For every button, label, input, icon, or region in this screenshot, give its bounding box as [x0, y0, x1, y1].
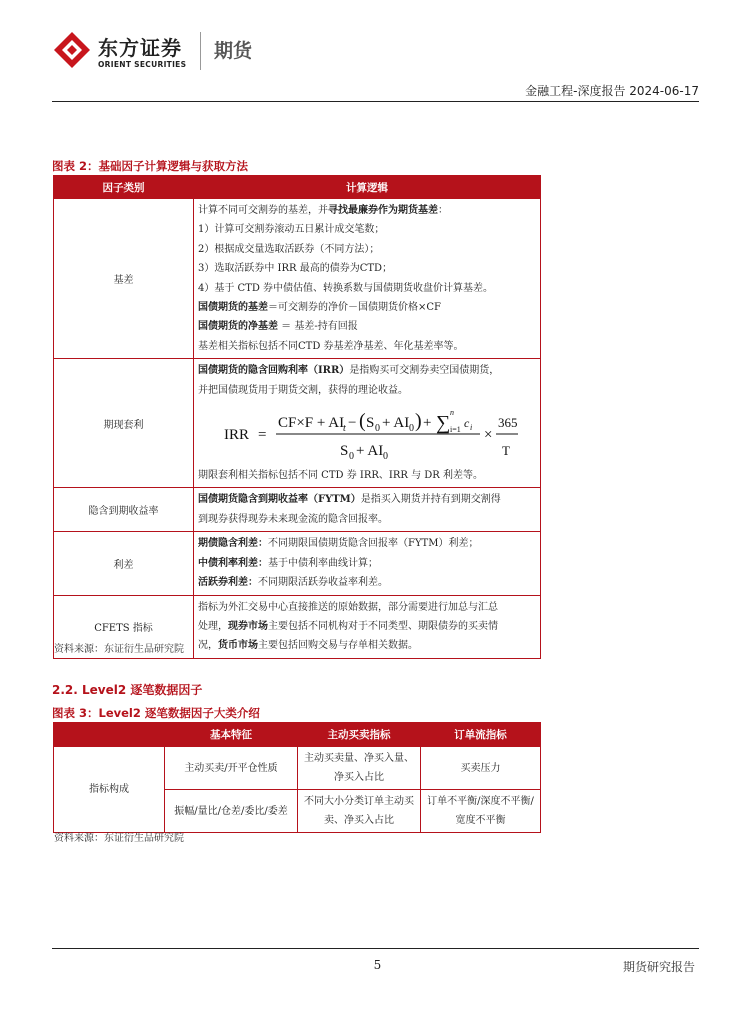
svg-text:i: i [470, 423, 473, 433]
category-cell: CFETS 指标 [54, 595, 194, 658]
category-cell: 隐含到期收益率 [54, 488, 194, 532]
svg-text:S: S [366, 415, 375, 432]
text-line: 4）基于 CTD 券中债估值、转换系数与国债期货收盘价计算基差。 [198, 282, 494, 294]
text-line: 活跃券利差：不同期限活跃券收益率利差。 [198, 577, 388, 589]
logic-cell [194, 199, 541, 359]
table-cell: 振幅/量比/仓差/委比/委差 [165, 790, 298, 833]
svg-text:i=1: i=1 [450, 425, 461, 435]
svg-text:CF×F + AI: CF×F + AI [278, 415, 345, 432]
footer-label: 期货研究报告 [622, 960, 695, 974]
logic-cell [194, 532, 541, 595]
logic-cell [194, 488, 541, 532]
column-header: 因子类别 [54, 176, 194, 199]
svg-text:n: n [450, 408, 454, 418]
row-label-cell: 指标构成 [54, 747, 165, 833]
svg-text:=: = [258, 427, 267, 444]
text-line: 到现券获得现券未来现金流的隐含回报率。 [198, 513, 388, 525]
category-cell: 利差 [54, 532, 194, 595]
svg-text:0: 0 [349, 451, 354, 463]
svg-text:0: 0 [375, 423, 380, 435]
logo-chinese-name: 东方证券 [98, 36, 182, 60]
text-line: 1）计算可交割券滚动五日累计成交笔数； [198, 224, 385, 236]
svg-text:365: 365 [498, 415, 518, 431]
table-header-row [54, 176, 541, 199]
logic-cell [194, 595, 541, 658]
figure3-table [53, 722, 541, 833]
figure3-title: 图表 3：Level2 逐笔数据因子大类介绍 [52, 706, 260, 720]
report-tag: 金融工程-深度报告 2024-06-17 [525, 84, 699, 98]
table-row [54, 359, 541, 488]
svg-text:IRR: IRR [224, 427, 250, 444]
svg-text:0: 0 [409, 423, 414, 435]
svg-text:S: S [340, 443, 349, 460]
table-row [54, 532, 541, 595]
svg-text:×: × [484, 427, 493, 444]
category-cell: 基差 [54, 199, 194, 359]
text-line: 国债期货的基差＝可交割券的净价－国债期货价格×CF [198, 302, 441, 314]
figure3-source: 资料来源：东证衍生品研究院 [54, 833, 184, 844]
logo-futures-label: 期货 [214, 40, 253, 62]
column-header: 计算逻辑 [194, 176, 541, 199]
figure2-title: 图表 2：基础因子计算逻辑与获取方法 [52, 159, 249, 173]
logo-divider [200, 32, 201, 70]
table-cell: 买卖压力 [421, 747, 541, 790]
svg-text:c: c [464, 416, 470, 431]
figure2-source: 资料来源：东证衍生品研究院 [54, 644, 184, 655]
figure2-table [53, 175, 541, 659]
logic-cell [194, 359, 541, 488]
orient-securities-logo-icon [52, 30, 92, 70]
column-header [54, 723, 165, 747]
table-cell: 订单不平衡/深度不平衡/宽度不平衡 [421, 790, 541, 833]
text-line: 国债期货的净基差 ＝ 基差-持有回报 [198, 321, 358, 333]
svg-text:−: − [348, 415, 357, 432]
text-line: 指标为外汇交易中心直接推送的原始数据，部分需要进行加总与汇总 [198, 601, 498, 613]
svg-text:(: ( [359, 410, 366, 433]
svg-text:+ AI: + AI [356, 443, 384, 460]
text-line: 中债利率利差：基于中债利率曲线计算； [198, 557, 378, 569]
svg-text:T: T [502, 443, 510, 459]
column-header: 订单流指标 [421, 723, 541, 747]
table-row [54, 199, 541, 359]
text-line: 期限套利相关指标包括不同 CTD 券 IRR、IRR 与 DR 利差等。 [198, 470, 483, 482]
header-divider [52, 101, 699, 102]
irr-formula [198, 400, 536, 466]
svg-text:0: 0 [383, 451, 388, 463]
text-line: 国债期货隐含到期收益率（FYTM）是指买入期货并持有到期交割得 [198, 494, 501, 506]
section-heading: 2.2. Level2 逐笔数据因子 [52, 683, 203, 697]
page-number: 5 [373, 958, 382, 972]
text-line: 2）根据成交量选取活跃券（不同方法）； [198, 243, 380, 255]
svg-text:+ AI: + AI [382, 415, 410, 432]
svg-text:t: t [343, 423, 346, 435]
svg-text:∑: ∑ [436, 412, 451, 435]
table-row [54, 747, 541, 790]
column-header: 主动买卖指标 [298, 723, 421, 747]
table-cell: 主动买卖/开平仓性质 [165, 747, 298, 790]
text-line: 况，货币市场主要包括回购交易与存单相关数据。 [198, 640, 418, 652]
text-line: 并把国债现货用于期货交割，获得的理论收益。 [198, 384, 408, 396]
table-cell: 不同大小分类订单主动买卖、净买入占比 [298, 790, 421, 833]
text-line: 处理，现券市场主要包括不同机构对于不同类型、期限债券的买卖情 [198, 620, 498, 632]
logo-english-name: ORIENT SECURITIES [98, 60, 187, 69]
table-header-row [54, 723, 541, 747]
text-line: 3）选取活跃券中 IRR 最高的债券为CTD； [198, 263, 393, 275]
column-header: 基本特征 [165, 723, 298, 747]
text-line: 国债期货的隐含回购利率（IRR）是指购买可交割券卖空国债期货， [198, 365, 500, 377]
page-header [52, 28, 699, 98]
text-line: 基差相关指标包括不同CTD 券基差净基差、年化基差率等。 [198, 340, 464, 352]
svg-text:): ) [415, 410, 422, 433]
category-cell: 期现套利 [54, 359, 194, 488]
table-row [54, 488, 541, 532]
text-line: 计算不同可交割券的基差，并寻找最廉券作为期货基差： [198, 205, 448, 216]
text-line: 期债隐含利差：不同期限国债期货隐含回报率（FYTM）利差； [198, 538, 479, 550]
footer-divider [52, 948, 699, 949]
svg-text:+: + [423, 415, 432, 432]
table-cell: 主动买卖量、净买入量、净买入占比 [298, 747, 421, 790]
